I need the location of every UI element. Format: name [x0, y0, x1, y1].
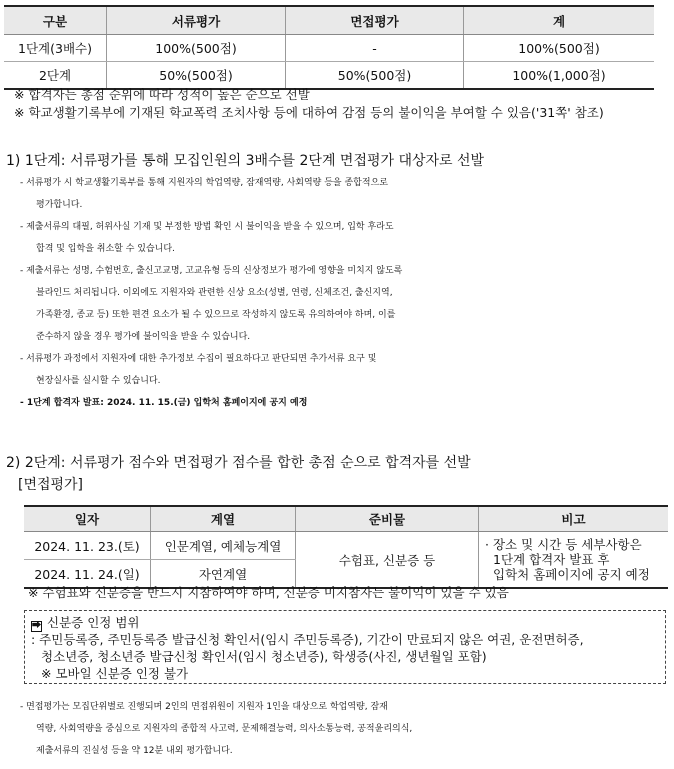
col-header-total: 계: [464, 6, 655, 35]
text-line: 평가합니다.: [36, 200, 83, 210]
section1-body: [20, 172, 670, 414]
table-row: [4, 35, 654, 62]
table-cell: 100%(1,000점): [464, 62, 655, 90]
interview-date: 2024. 11. 23.(토): [24, 532, 151, 560]
text-line: 제출서류의 진실성 등을 약 12분 내외 평가합니다.: [36, 746, 233, 756]
id-scope-box: [24, 610, 666, 684]
table-cell: -: [286, 35, 464, 62]
table-row: [4, 62, 654, 90]
text-line: 역량, 사회역량을 중심으로 지원자의 종합적 사고력, 문제해결능력, 의사소통능력, 공적윤리의식,: [36, 724, 413, 734]
section2-title: 2) 2단계: 서류평가 점수와 면접평가 점수를 합한 총점 순으로 합격자를 선발: [6, 455, 471, 471]
table-cell: 1단계(3배수): [4, 35, 107, 62]
col-header-document: 서류평가: [107, 6, 286, 35]
id-scope-line: : 주민등록증, 주민등록증 발급신청 확인서(임시 주민등록증), 기간이 만료되지 않은 여권, 운전면허증,: [31, 632, 584, 647]
note-school-violence: ※ 학교생활기록부에 기재된 학교폭력 조치사항 등에 대하여 감점 등의 불이익을 부여할 수 있음('31쪽' 참조): [14, 105, 604, 120]
text-line: 합격 및 입학을 취소할 수 있습니다.: [36, 244, 175, 254]
remark-line: 입학처 홈페이지에 공지 예정: [493, 567, 650, 582]
remark-line: 1단계 합격자 발표 후: [493, 552, 610, 567]
stage1-announcement: - 1단계 합격자 발표: 2024. 11. 15.(금) 입학처 홈페이지에 공지 예정: [20, 398, 308, 408]
interview-description: [20, 696, 670, 762]
table-cell: 100%(500점): [107, 35, 286, 62]
interview-track: 자연계열: [151, 560, 296, 589]
table-row: [24, 532, 668, 560]
id-scope-line: ※ 모바일 신분증 인정 불가: [41, 666, 189, 681]
text-line: 블라인드 처리됩니다. 이외에도 지원자와 관련한 신상 요소(성별, 연령, 신체조건, 출신지역,: [36, 288, 393, 298]
id-required-note: ※ 수험표와 신분증을 반드시 지참하여야 하며, 신분증 미지참자는 불이익이 있을 수 있음: [28, 585, 509, 600]
text-line: - 서류평가 시 학교생활기록부를 통해 지원자의 학업역량, 잠재역량, 사회역량 등을 종합적으로: [20, 178, 388, 188]
score-table: [4, 5, 654, 90]
section1-title: 1) 1단계: 서류평가를 통해 모집인원의 3배수를 2단계 면접평가 대상자로 선발: [6, 153, 485, 169]
score-table-header: [4, 6, 654, 35]
id-scope-body: [31, 631, 584, 682]
checkbox-arrow-icon: ⮕: [32, 621, 42, 631]
col-header-track: 계열: [151, 506, 296, 532]
text-line: 가족환경, 종교 등) 또한 편견 요소가 될 수 있으므로 작성하지 않도록 유의하여야 하며, 이를: [36, 310, 396, 320]
interview-table-header: [24, 506, 668, 532]
interview-remarks: [479, 532, 669, 589]
remark-line: · 장소 및 시간 등 세부사항은: [485, 537, 642, 552]
interview-supplies: 수험표, 신분증 등: [296, 532, 479, 589]
table-cell: 100%(500점): [464, 35, 655, 62]
text-line: 현장실사를 실시할 수 있습니다.: [36, 376, 161, 386]
notes: [14, 86, 604, 122]
id-scope-title-row: [31, 614, 139, 632]
text-line: - 제출서류의 대필, 허위사실 기재 및 부정한 방법 확인 시 불이익을 받을 수 있으며, 입학 후라도: [20, 222, 394, 232]
text-line: - 제출서류는 성명, 수험번호, 출신고교명, 고교유형 등의 신상정보가 평가에 영향을 미치지 않도록: [20, 266, 403, 276]
col-header-interview: 면접평가: [286, 6, 464, 35]
text-line: 준수하지 않을 경우 평가에 불이익을 받을 수 있습니다.: [36, 332, 251, 342]
col-header-supplies: 준비물: [296, 506, 479, 532]
text-line: - 면접평가는 모집단위별로 진행되며 2인의 면접위원이 지원자 1인을 대상으로 학업역량, 잠재: [20, 702, 388, 712]
table-cell: 2단계: [4, 62, 107, 90]
interview-subtitle: [면접평가]: [18, 477, 84, 493]
id-scope-title: 신분증 인정 범위: [47, 615, 140, 630]
interview-track: 인문계열, 예체능계열: [151, 532, 296, 560]
note-ranking: ※ 합격자는 총점 순위에 따라 성적이 높은 순으로 선발: [14, 87, 310, 102]
interview-date: 2024. 11. 24.(일): [24, 560, 151, 589]
id-scope-line: 청소년증, 청소년증 발급신청 확인서(임시 청소년증), 학생증(사진, 생년월일 포함): [41, 649, 487, 664]
table-cell: 50%(500점): [107, 62, 286, 90]
col-header-remarks: 비고: [479, 506, 669, 532]
col-header-date: 일자: [24, 506, 151, 532]
table-cell: 50%(500점): [286, 62, 464, 90]
interview-table: [24, 505, 668, 589]
text-line: - 서류평가 과정에서 지원자에 대한 추가정보 수집이 필요하다고 판단되면 추가서류 요구 및: [20, 354, 377, 364]
col-header-category: 구분: [4, 6, 107, 35]
